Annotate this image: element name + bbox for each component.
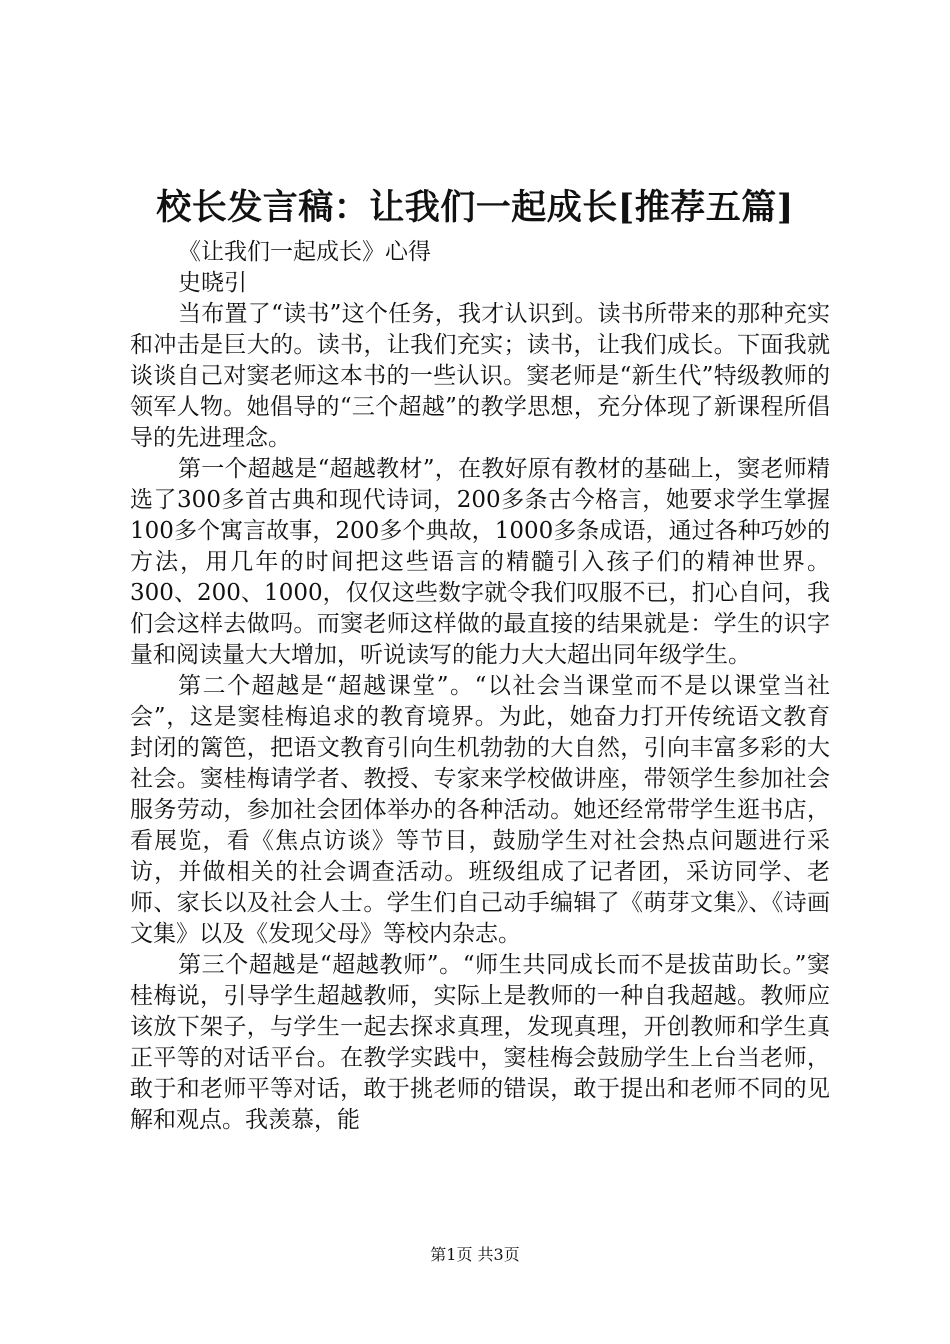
document-subtitle: 《让我们一起成长》心得 <box>178 239 431 265</box>
author-name: 史晓引 <box>178 270 247 296</box>
document-title: 校长发言稿：让我们一起成长[推荐五篇] <box>156 187 794 228</box>
paragraph: 第一个超越是“超越教材”，在教好原有教材的基础上，窦老师精选了300多首古典和现代诗词，200多条古今格言，她要求学生掌握100多个寓言故事，200多个典故，1000多条成语，通过各种巧妙的方法，用几年的时间把这些语言的精髓引入孩子们的精神世界。300、200、1000，仅仅这些数字就令我们叹服不已，扪心自问，我们会这样去做吗。而窦老师这样做的最直接的结果就是：学生的识字量和阅读量大大增加，听说读写的能力大大超出同年级学生。 <box>130 456 830 668</box>
paragraph: 当布置了“读书”这个任务，我才认识到。读书所带来的那种充实和冲击是巨大的。读书，让我们充实；读书，让我们成长。下面我就谈谈自己对窦老师这本书的一些认识。窦老师是“新生代”特级教师的领军人物。她倡导的“三个超越”的教学思想，充分体现了新课程所倡导的先进理念。 <box>130 301 830 451</box>
paragraph: 第二个超越是“超越课堂”。“以社会当课堂而不是以课堂当社会”，这是窦桂梅追求的教育境界。为此，她奋力打开传统语文教育封闭的篱笆，把语文教育引向生机勃勃的大自然，引向丰富多彩的大社会。窦桂梅请学者、教授、专家来学校做讲座，带领学生参加社会服务劳动，参加社会团体举办的各种活动。她还经常带学生逛书店，看展览，看《焦点访谈》等节目，鼓励学生对社会热点问题进行采访，并做相关的社会调查活动。班级组成了记者团，采访同学、老师、家长以及社会人士。学生们自己动手编辑了《萌芽文集》、《诗画文集》以及《发现父母》等校内杂志。 <box>130 673 830 947</box>
paragraph: 第三个超越是“超越教师”。“师生共同成长而不是拔苗助长。”窦桂梅说，引导学生超越教师，实际上是教师的一种自我超越。教师应该放下架子，与学生一起去探求真理，发现真理，开创教师和学生真正平等的对话平台。在教学实践中，窦桂梅会鼓励学生上台当老师，敢于和老师平等对话，敢于挑老师的错误，敢于提出和老师不同的见解和观点。我羡慕，能 <box>130 952 830 1133</box>
document-body <box>130 237 830 1136</box>
page-number-footer: 第1页 共3页 <box>430 1245 520 1264</box>
